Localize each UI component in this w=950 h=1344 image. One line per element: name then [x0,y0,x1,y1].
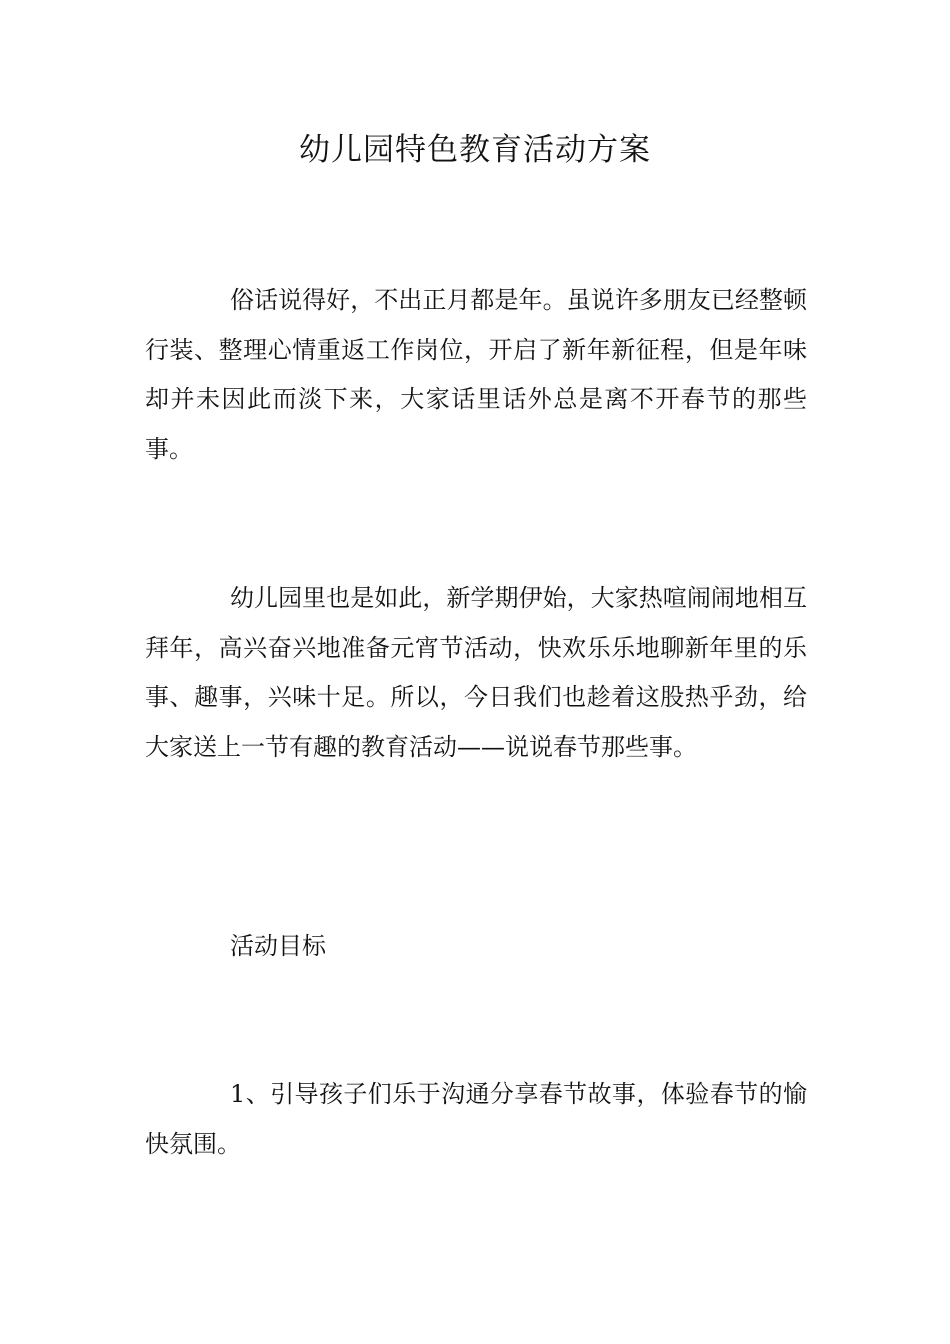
paragraph-intro: 俗话说得好，不出正月都是年。虽说许多朋友已经整顿行装、整理心情重返工作岗位，开启了新年新征程，但是年味却并未因此而淡下来，大家话里话外总是离不开春节的那些事。 [145,286,807,463]
paragraph-goal-1: 1、引导孩子们乐于沟通分享春节故事，体验春节的愉快氛围。 [145,1080,807,1158]
document-title: 幼儿园特色教育活动方案 [299,132,651,168]
paragraph-kindergarten: 幼儿园里也是如此，新学期伊始，大家热喧闹闹地相互拜年，高兴奋兴地准备元宵节活动，快欢乐乐地聊新年里的乐事、趣事，兴味十足。所以，今日我们也趁着这股热乎劲，给大家送上一节有趣的教育活动——说说春节那些事。 [145,584,807,761]
section-heading-goals: 活动目标 [230,932,326,960]
